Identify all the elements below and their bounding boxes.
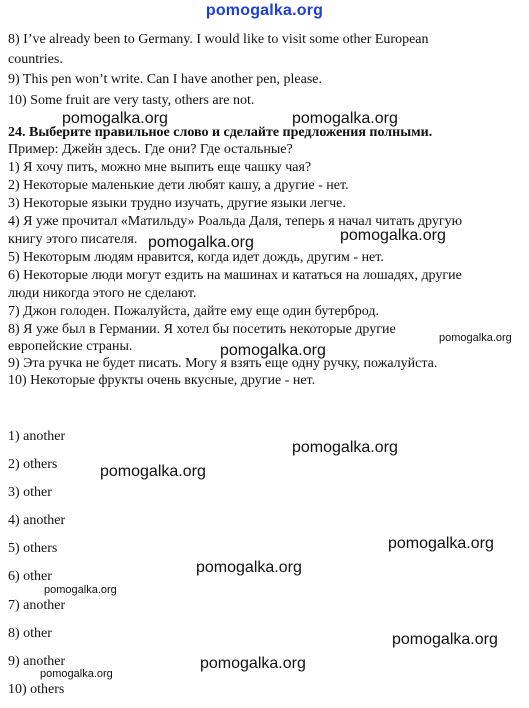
- answer-item: 10) others: [8, 682, 65, 697]
- watermark: pomogalka.org: [292, 110, 398, 127]
- watermark: pomogalka.org: [44, 584, 117, 596]
- task-line: 2) Некоторые маленькие дети любят кашу, а другие - нет.: [8, 178, 349, 193]
- watermark: pomogalka.org: [196, 559, 302, 576]
- watermark: pomogalka.org: [392, 631, 498, 648]
- english-line-8: 8) I’ve already been to Germany. I would like to visit some other European: [8, 32, 429, 47]
- answer-item: 1) another: [8, 429, 66, 444]
- watermark: pomogalka.org: [148, 234, 254, 251]
- answer-item: 6) other: [8, 569, 52, 584]
- task-line: 9) Эта ручка не будет писать. Могу я взять еще одну ручку, пожалуйста.: [8, 356, 438, 371]
- watermark: pomogalka.org: [292, 439, 398, 456]
- task-example: Пример: Джейн здесь. Где они? Где остальные?: [8, 142, 293, 157]
- task-line: 4) Я уже прочитал «Матильду» Роальда Даля, теперь я начал читать другую: [8, 214, 463, 229]
- task-line: люди никогда этого не сделают.: [8, 286, 197, 301]
- watermark: pomogalka.org: [62, 110, 168, 127]
- answer-item: 8) other: [8, 626, 52, 641]
- english-line-10: 10) Some fruit are very tasty, others are not.: [8, 93, 255, 108]
- watermark: pomogalka.org: [340, 227, 446, 244]
- task-line: книгу этого писателя.: [8, 232, 138, 247]
- task-heading: 24. Выберите правильное слово и сделайте предложения полными.: [8, 125, 433, 140]
- answer-item: 4) another: [8, 513, 66, 528]
- watermark: pomogalka.org: [439, 332, 512, 344]
- answer-item: 2) others: [8, 457, 58, 472]
- task-line: 3) Некоторые языки трудно изучать, другие языки легче.: [8, 196, 346, 211]
- task-line: 5) Некоторым людям нравится, когда идет дождь, другим - нет.: [8, 250, 384, 265]
- watermark: pomogalka.org: [388, 535, 494, 552]
- english-line-9: 9) This pen won’t write. Can I have another pen, please.: [8, 72, 323, 87]
- header-watermark: pomogalka.org: [205, 2, 324, 19]
- task-line: 1) Я хочу пить, можно мне выпить еще чашку чая?: [8, 160, 312, 175]
- answer-item: 9) another: [8, 654, 66, 669]
- answer-item: 5) others: [8, 541, 58, 556]
- watermark: pomogalka.org: [100, 463, 206, 480]
- task-line: 10) Некоторые фрукты очень вкусные, другие - нет.: [8, 373, 316, 388]
- task-line: 8) Я уже был в Германии. Я хотел бы посетить некоторые другие: [8, 322, 396, 337]
- watermark: pomogalka.org: [40, 668, 113, 680]
- watermark: pomogalka.org: [220, 342, 326, 359]
- english-line-8-cont: countries.: [8, 52, 63, 67]
- watermark: pomogalka.org: [200, 655, 306, 672]
- task-line: европейские страны.: [8, 339, 133, 354]
- task-line: 6) Некоторые люди могут ездить на машинах и кататься на лошадях, другие: [8, 268, 462, 283]
- task-line: 7) Джон голоден. Пожалуйста, дайте ему еще один бутерброд.: [8, 304, 380, 319]
- answer-item: 7) another: [8, 598, 66, 613]
- answer-item: 3) other: [8, 485, 52, 500]
